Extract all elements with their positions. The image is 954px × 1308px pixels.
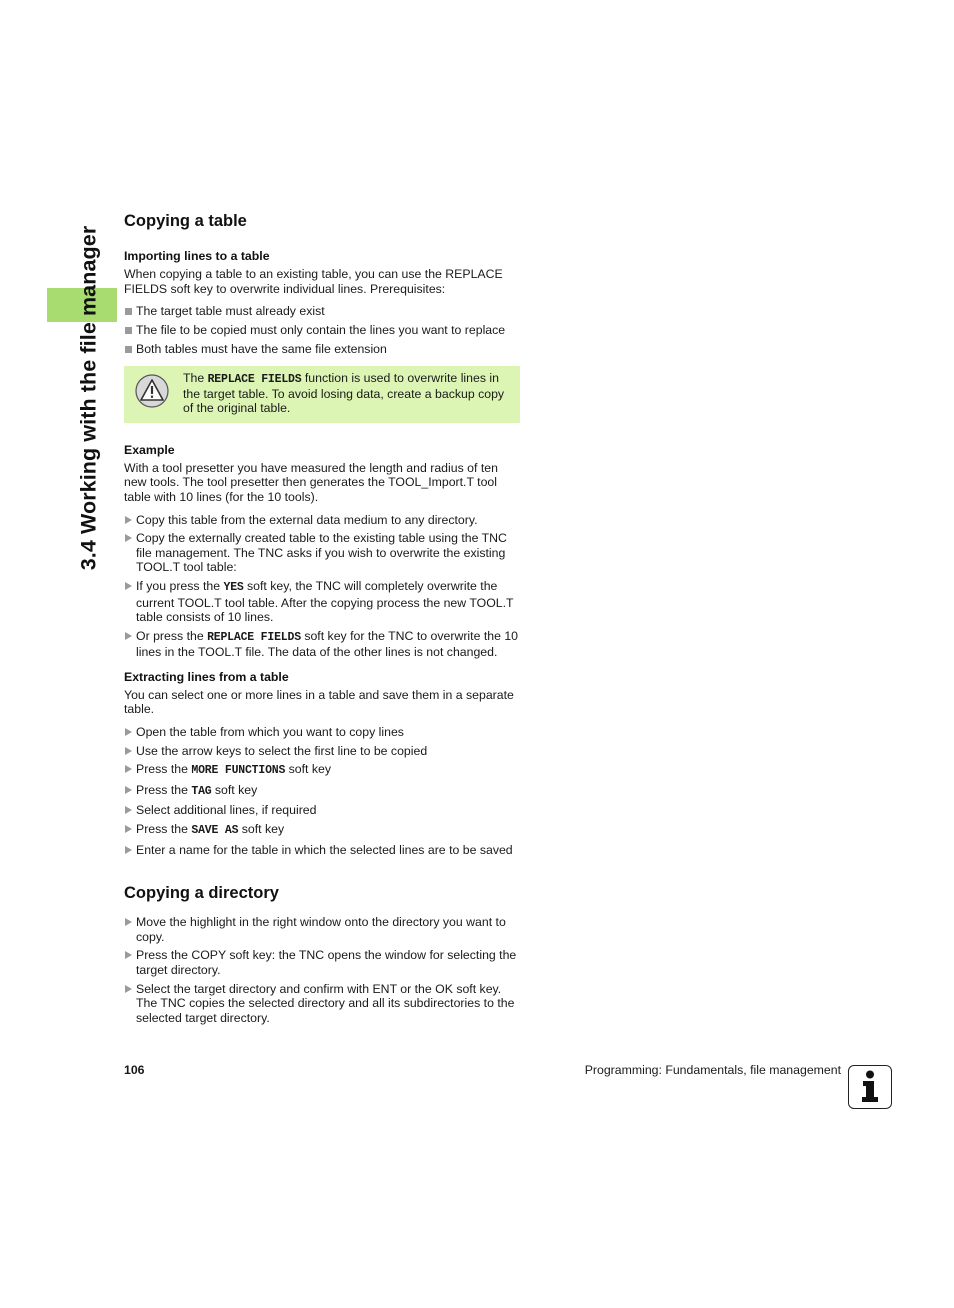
note-text-post: function is used to overwrite lines in the target table. To avoid losing data, create a backup copy of the original table. bbox=[183, 370, 505, 415]
list-item: The file to be copied must only contain the lines you want to replace bbox=[124, 323, 520, 338]
importing-intro: When copying a table to an existing table, you can use the REPLACE FIELDS soft key to overwrite individual lines. Prerequisites: bbox=[124, 267, 503, 296]
step-text: soft key bbox=[211, 782, 258, 797]
step-text: Select additional lines, if required bbox=[136, 803, 317, 818]
step-text: soft key bbox=[238, 822, 285, 837]
soft-key-save-as: SAVE AS bbox=[191, 824, 239, 838]
heading-example: Example bbox=[124, 442, 175, 457]
list-item bbox=[124, 513, 520, 528]
step-text: Press the bbox=[136, 762, 192, 777]
soft-key-yes: YES bbox=[223, 580, 244, 594]
heading-extracting-lines: Extracting lines from a table bbox=[124, 669, 289, 684]
soft-key-replace-fields: REPLACE FIELDS bbox=[207, 372, 302, 386]
step-text: Press the bbox=[136, 782, 192, 797]
step-text: If you press the bbox=[136, 578, 224, 593]
section-title-copying-directory: Copying a directory bbox=[124, 884, 279, 903]
page-number: 106 bbox=[124, 1063, 145, 1077]
step-text: Copy this table from the external data medium to any directory. bbox=[136, 512, 478, 527]
note-box bbox=[124, 366, 520, 423]
soft-key-replace-fields: REPLACE FIELDS bbox=[207, 630, 301, 644]
list-item: Move the highlight in the right window onto the directory you want to copy. bbox=[124, 915, 520, 944]
list-item bbox=[124, 822, 520, 839]
list-item bbox=[124, 531, 520, 575]
list-item bbox=[124, 843, 520, 858]
side-title-text: 3.4 Working with the file manager bbox=[76, 225, 101, 571]
list-item: The target table must already exist bbox=[124, 304, 520, 319]
note-text-pre: The bbox=[183, 370, 208, 385]
warning-icon bbox=[134, 373, 170, 409]
info-icon bbox=[848, 1065, 892, 1109]
step-text: Press the bbox=[136, 822, 192, 837]
step-text: Enter a name for the table in which the selected lines are to be saved bbox=[136, 842, 513, 857]
step-text: soft key, the TNC will completely overwrite the current TOOL.T tool table. After the copying process the new TOOL.T table consists of 10 lines. bbox=[136, 578, 514, 625]
list-item: Both tables must have the same file extension bbox=[124, 342, 520, 357]
directory-steps bbox=[124, 915, 520, 1025]
example-intro: With a tool presetter you have measured the length and radius of ten new tools. The tool presetter then generates the TOOL_Import.T tool table with 10 lines (for the 10 tools). bbox=[124, 460, 498, 504]
step-text: soft key bbox=[285, 762, 331, 777]
list-item bbox=[124, 629, 520, 660]
soft-key-tag: TAG bbox=[191, 784, 212, 798]
step-text: Copy the externally created table to the existing table using the TNC file management. The TNC asks if you wish to overwrite the existing TOOL.T tool table: bbox=[136, 531, 507, 575]
step-text: Or press the bbox=[136, 628, 208, 643]
step-text: soft key for the TNC to overwrite the 10 lines in the TOOL.T file. The data of the other lines is not changed. bbox=[136, 628, 519, 660]
list-item bbox=[124, 762, 520, 779]
list-item: Press the COPY soft key: the TNC opens the window for selecting the target directory. bbox=[124, 948, 520, 977]
soft-key-more-functions: MORE FUNCTIONS bbox=[191, 764, 286, 778]
list-item bbox=[124, 783, 520, 800]
list-item bbox=[124, 744, 520, 759]
list-item bbox=[124, 725, 520, 740]
footer-chapter-title: Programming: Fundamentals, file management bbox=[584, 1063, 841, 1077]
extracting-steps bbox=[124, 725, 520, 857]
list-item: Select the target directory and confirm with ENT or the OK soft key. The TNC copies the selected directory and all its subdirectories to the selected target directory. bbox=[124, 982, 520, 1026]
section-title-copying-table: Copying a table bbox=[124, 212, 247, 230]
prerequisites-list bbox=[124, 304, 520, 357]
list-item bbox=[124, 579, 520, 625]
main-content bbox=[124, 211, 520, 1029]
step-text: Use the arrow keys to select the first line to be copied bbox=[136, 743, 428, 758]
step-text: Open the table from which you want to copy lines bbox=[136, 725, 404, 740]
list-item bbox=[124, 803, 520, 818]
example-steps bbox=[124, 513, 520, 660]
info-icon-glyph bbox=[849, 1066, 891, 1108]
extracting-intro: You can select one or more lines in a table and save them in a separate table. bbox=[124, 687, 514, 717]
heading-importing-lines: Importing lines to a table bbox=[124, 249, 270, 263]
note-text bbox=[183, 371, 512, 415]
